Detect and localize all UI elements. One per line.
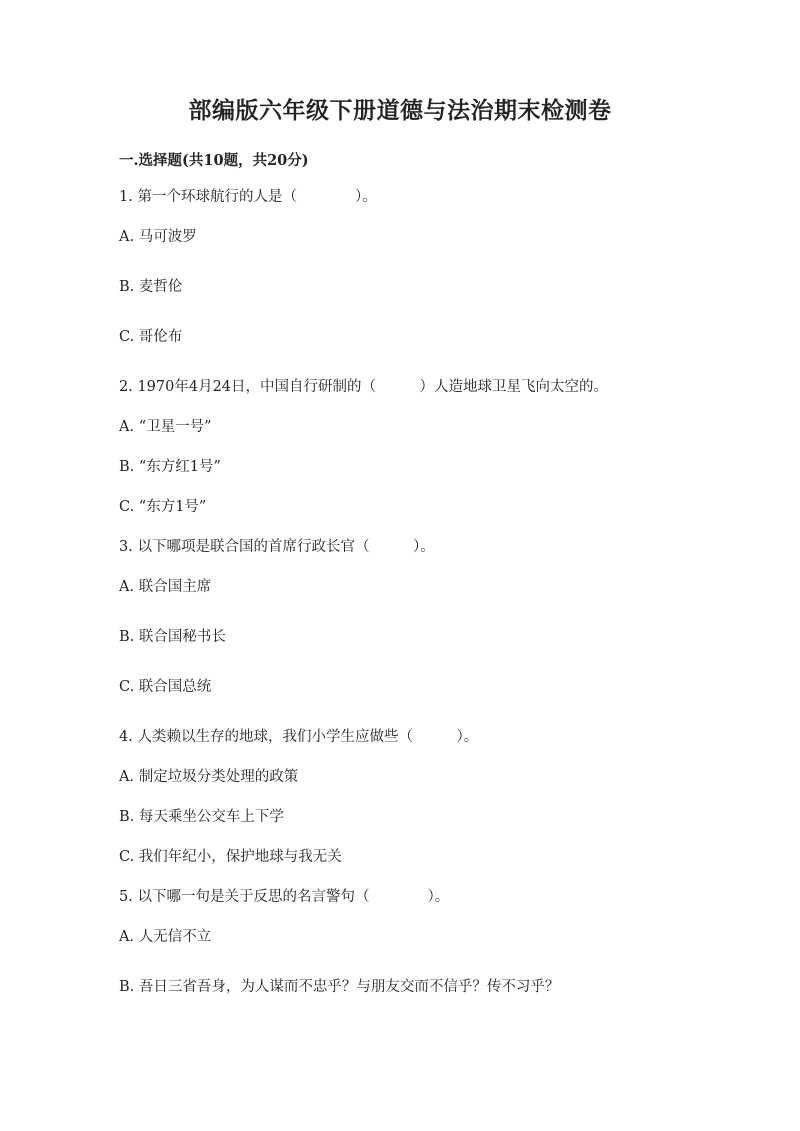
section-heading: 一.选择题(共10题，共20分) xyxy=(119,152,309,169)
option-item: B. “东方红1号” xyxy=(119,459,221,475)
question-stem: 1. 第一个环球航行的人是（ ）。 xyxy=(119,189,377,205)
option-item: C. 联合国总统 xyxy=(119,679,212,695)
option-item: B. 联合国秘书长 xyxy=(119,629,226,645)
option-item: B. 麦哲伦 xyxy=(119,279,183,295)
question-stem: 4. 人类赖以生存的地球，我们小学生应做些（ ）。 xyxy=(119,729,479,745)
option-item: A. “卫星一号” xyxy=(119,419,212,435)
question-stem: 3. 以下哪项是联合国的首席行政长官（ ）。 xyxy=(119,539,435,555)
option-item: A. 马可波罗 xyxy=(119,229,197,245)
option-item: A. 人无信不立 xyxy=(119,929,212,945)
option-item: B. 每天乘坐公交车上下学 xyxy=(119,809,284,825)
page-title: 部编版六年级下册道德与法治期末检测卷 xyxy=(188,97,612,124)
option-item: C. “东方1号” xyxy=(119,499,207,515)
question-stem: 5. 以下哪一句是关于反思的名言警句（ ）。 xyxy=(119,889,450,905)
option-item: B. 吾日三省吾身，为人谋而不忠乎？与朋友交而不信乎？传不习乎？ xyxy=(119,979,560,995)
option-item: C. 我们年纪小，保护地球与我无关 xyxy=(119,849,342,865)
option-item: A. 制定垃圾分类处理的政策 xyxy=(119,769,299,785)
option-item: A. 联合国主席 xyxy=(119,579,212,595)
option-item: C. 哥伦布 xyxy=(119,329,183,345)
question-stem: 2. 1970年4月24日，中国自行研制的（ ）人造地球卫星飞向太空的。 xyxy=(119,379,609,395)
